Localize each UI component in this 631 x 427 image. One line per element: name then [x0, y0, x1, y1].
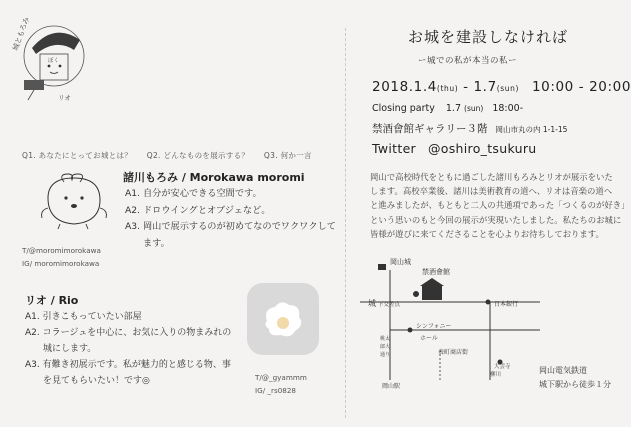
description-line-5: 皆様が遊びに来てくださることを心よりお待ちしております。: [370, 228, 604, 239]
map-dayu: 大雲寺: [494, 364, 511, 370]
event-twitter: [372, 141, 537, 156]
venue: [372, 121, 567, 136]
artist1-answer-2: A2. ドロウイングとオブジェなど。: [125, 204, 271, 216]
castle-marker: [378, 264, 386, 270]
question-list: [22, 150, 324, 161]
description-line-3: と進みましたが、もともと二人の共通項であった「つくるのが好き」: [370, 200, 630, 211]
artist2-name: リオ / Rio: [25, 294, 79, 307]
closing-party: [372, 103, 523, 114]
event-title: お城を建設しなければ: [408, 28, 569, 46]
rio-avatar: [247, 283, 319, 355]
artist1-answer-1: A1. 自分が安心できる空間です。: [125, 188, 262, 199]
artist1-sns: [22, 245, 101, 270]
map-nihon-ginko: 日本銀行: [494, 301, 519, 308]
map-momotaro-3: 通り: [380, 352, 391, 358]
artist2-answer-2-cont: 城にします。: [43, 344, 97, 354]
artist2-answer-1: A1. 引きこもっていたい部屋: [25, 312, 142, 322]
artist2-instagram: IG/ _rs0828: [255, 385, 296, 395]
closing-date: 1.7: [445, 103, 461, 114]
event-dates: [372, 79, 631, 95]
twitter-label: Twitter: [372, 141, 416, 156]
artist2-answer-3: A3. 有難き初展示です。私が魅力的と感じる物、事: [25, 360, 231, 370]
artist1-instagram: IG/ moromimorokawa: [22, 258, 100, 268]
access-info: [539, 364, 611, 392]
event-time: 10:00 - 20:00: [531, 79, 631, 95]
description-line-2: します。高校卒業後、諸川は美術教育の道へ、リオは音楽の道へ: [370, 186, 613, 197]
event-subtitle: ー城での私が本当の私ー: [418, 56, 518, 66]
map-hall: ホール: [420, 335, 438, 342]
map-omotecho: 表町商店街: [438, 349, 469, 356]
access-line-1: 岡山電気鉄道: [539, 366, 587, 375]
closing-label: Closing party: [372, 103, 435, 114]
artist2-answer-2: A2. コラージュを中心に、お気に入りの物まみれの: [25, 328, 232, 338]
map-symphony: シンフォニー: [416, 323, 452, 330]
map-kinshu: 禁酒會館: [422, 268, 450, 276]
moromi-character-illustration: [38, 168, 110, 234]
question-1: Q1. あなたにとってお城とは？: [22, 151, 133, 160]
nihon-ginko-marker: [486, 300, 491, 305]
venue-address: 岡山市丸の内 1-1-15: [495, 125, 568, 134]
date-sep: - 1.7: [458, 79, 497, 95]
center-fold-divider: [345, 28, 346, 418]
map-momotaro-1: 桃太: [380, 336, 391, 342]
question-3: Q3. 何か一言: [263, 151, 312, 160]
artist1-answer-3: A3. 岡山で展示するのが初めてなのでワクワクして: [125, 221, 336, 232]
map-yanagawa: 柳川: [490, 372, 502, 378]
closing-day: (sun): [464, 104, 484, 113]
closing-time: 18:00-: [492, 103, 524, 114]
date-main: 2018.1.4: [372, 79, 437, 95]
artist2-answers: [25, 309, 250, 389]
day1: (thu): [436, 84, 459, 93]
castle-character-logo: [11, 16, 94, 105]
description-line-4: という思いのもと今回の展示が実現いたしました。私たちのお城に: [370, 214, 622, 225]
artist2-twitter: T/@_gyammm: [255, 373, 307, 382]
map-momotaro-2: 郎大: [380, 344, 391, 350]
description-line-1: 岡山で高校時代をともに過ごした諸川もろみとリオが展示をいた: [370, 172, 613, 182]
day2: (sun): [496, 84, 520, 93]
map-shiroshita2: 下交差点: [378, 302, 401, 308]
kinshu-building-icon: [413, 278, 444, 300]
logo-middle-text: ぼく: [48, 58, 60, 64]
twitter-handle[interactable]: @oshiro_tsukuru: [428, 141, 537, 156]
map-okayama-castle: 岡山城: [390, 258, 411, 266]
event-description: [370, 170, 630, 241]
logo-bottom-text: リオ: [58, 94, 71, 102]
artist1-answer-3-cont: ます。: [143, 237, 170, 249]
artist2-sns: [255, 372, 307, 397]
artist2-answer-3-cont: を見てもらいたい！です◎: [43, 376, 150, 386]
question-2: Q2. どんなものを展示する？: [146, 151, 250, 160]
artist1-twitter: T/@moromimorokawa: [22, 246, 101, 255]
logo-top-text: 城ともろみ: [11, 16, 31, 52]
access-line-2: 城下駅から徒歩１分: [539, 380, 611, 389]
artist1-answers: [125, 186, 336, 252]
artist1-name: 諸川もろみ / Morokawa moromi: [123, 171, 305, 184]
map-okayama-station: 岡山駅: [382, 383, 401, 390]
map-shiroshita: 城: [368, 299, 376, 308]
symphony-marker: [408, 328, 413, 333]
venue-name: 禁酒會館ギャラリー３階: [372, 123, 488, 135]
